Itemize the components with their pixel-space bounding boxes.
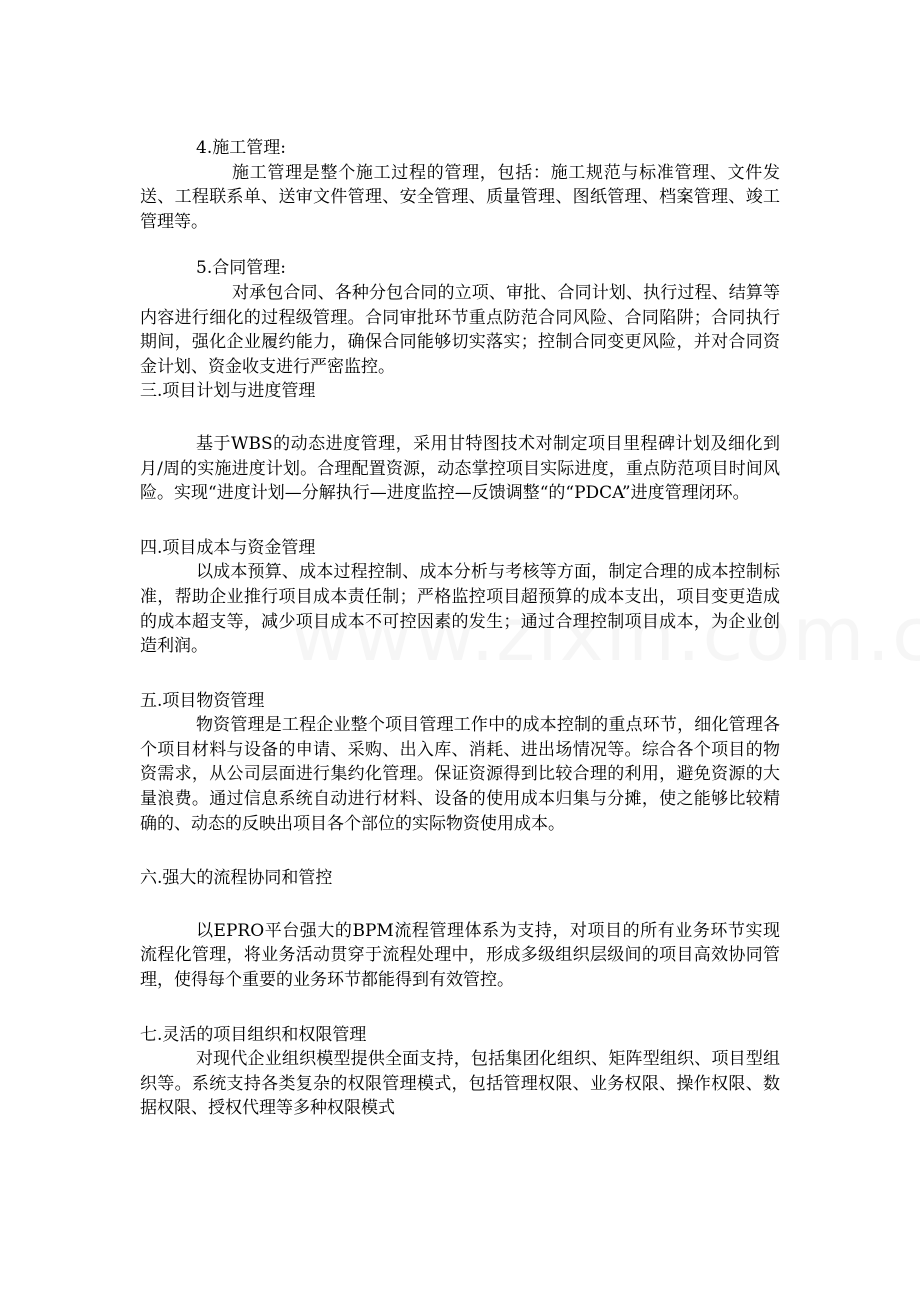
subsection-heading: 5.合同管理: bbox=[196, 258, 286, 279]
section-heading: 五.项目物资管理 bbox=[140, 690, 265, 711]
section-paragraph: 以成本预算、成本过程控制、成本分析与考核等方面，制定合理的成本控制标准，帮助企业推行项目成本责任制；严格监控项目超预算的成本支出，项目变更造成的成本超支等，减少项目成本不可控因素的发生；通过合理控制项目成本，为企业创造利润。 bbox=[140, 562, 780, 657]
section-heading: 六.强大的流程协同和管控 bbox=[140, 868, 333, 889]
section-paragraph: 物资管理是工程企业整个项目管理工作中的成本控制的重点环节，细化管理各个项目材料与设备的申请、采购、出入库、消耗、进出场情况等。综合各个项目的物资需求，从公司层面进行集约化管理。保证资源得到比较合理的利用，避免资源的大量浪费。通过信息系统自动进行材料、设备的使用成本归集与分摊，使之能够比较精确的、动态的反映出项目各个部位的实际物资使用成本。 bbox=[140, 715, 780, 834]
subsection-heading: 4.施工管理: bbox=[196, 138, 286, 158]
subsection-paragraph: 对承包合同、各种分包合同的立项、审批、合同计划、执行过程、结算等内容进行细化的过程级管理。合同审批环节重点防范合同风险、合同陷阱；合同执行期间，强化企业履约能力，确保合同能够切实落实；控制合同变更风险，并对合同资金计划、资金收支进行严密监控。 bbox=[140, 282, 780, 377]
subsection-paragraph: 施工管理是整个施工过程的管理，包括：施工规范与标准管理、文件发送、工程联系单、送审文件管理、安全管理、质量管理、图纸管理、档案管理、竣工管理等。 bbox=[140, 162, 780, 232]
section-heading: 三.项目计划与进度管理 bbox=[140, 381, 316, 402]
section-paragraph: 对现代企业组织模型提供全面支持，包括集团化组织、矩阵型组织、项目型组织等。系统支持各类复杂的权限管理模式，包括管理权限、业务权限、操作权限、数据权限、授权代理等多种权限模式 bbox=[140, 1049, 780, 1119]
section-heading: 七.灵活的项目组织和权限管理 bbox=[140, 1024, 367, 1045]
section-heading: 四.项目成本与资金管理 bbox=[140, 537, 316, 558]
section-paragraph: 基于WBS的动态进度管理，采用甘特图技术对制定项目里程碑计划及细化到月/周的实施进度计划。合理配置资源，动态掌控项目实际进度，重点防范项目时间风险。实现“进度计划—分解执行—进度监控—反馈调整“的“PDCA”进度管理闭环。 bbox=[140, 433, 780, 504]
document-body bbox=[140, 136, 780, 1121]
section-paragraph: 以EPRO平台强大的BPM流程管理体系为支持，对项目的所有业务环节实现流程化管理，将业务活动贯穿于流程处理中，形成多级组织层级间的项目高效协同管理，使得每个重要的业务环节都能得到有效管控。 bbox=[140, 920, 780, 991]
